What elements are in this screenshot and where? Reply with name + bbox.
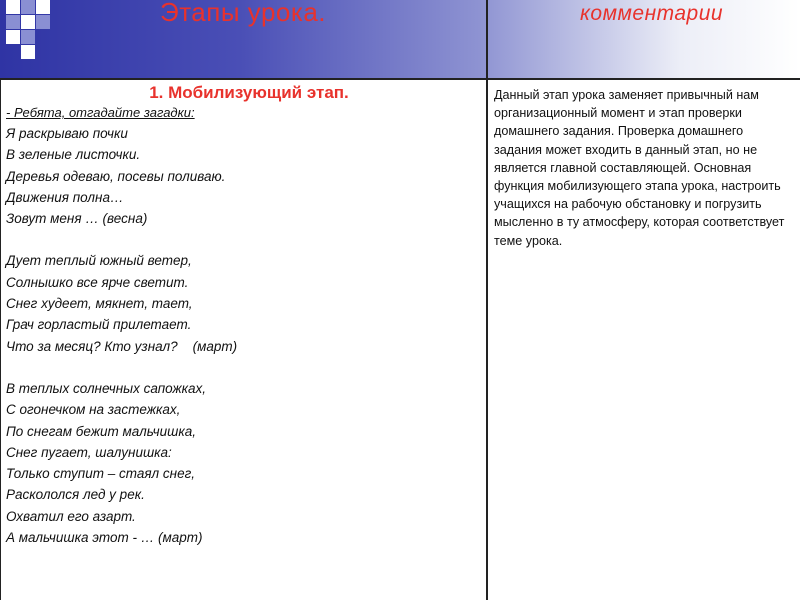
riddle-line: Снег худеет, мякнет, тает,	[6, 296, 193, 312]
decor-square	[36, 0, 50, 14]
row-divider	[0, 78, 800, 80]
decor-square	[6, 30, 20, 44]
decor-square	[21, 45, 35, 59]
riddle-line: Грач горластый прилетает.	[6, 317, 192, 333]
riddle-line: Я раскрываю почки	[6, 126, 128, 141]
riddle-line: Снег пугает, шалунишка:	[6, 444, 172, 460]
riddle-3	[6, 378, 482, 548]
riddle-line: Раскололся лед у рек.	[6, 487, 145, 503]
decor-square	[21, 15, 35, 29]
riddle-line: Что за месяц? Кто узнал? (март)	[6, 338, 238, 354]
riddle-line: Движения полна…	[6, 189, 124, 205]
riddle-2	[6, 250, 482, 356]
comments-column-title: комментарии	[580, 2, 724, 25]
riddle-1	[6, 123, 482, 229]
riddle-line: По снегам бежит мальчишка,	[6, 423, 196, 439]
riddle-line: Деревья одеваю, посевы поливаю.	[6, 168, 226, 184]
riddle-line: Только ступит – стаял снег,	[6, 466, 196, 482]
riddle-line: С огонечком на застежках,	[6, 402, 181, 418]
riddle-line: Дует теплый южный ветер,	[6, 253, 192, 269]
header-band	[0, 0, 800, 78]
decor-square	[6, 15, 20, 29]
riddle-line: Зовут меня … (весна)	[6, 211, 148, 227]
stage-title: 1. Мобилизующий этап.	[149, 83, 349, 102]
riddle-line: В теплых солнечных сапожках,	[6, 380, 207, 396]
riddle-line: В зеленые листочки.	[6, 147, 141, 163]
decor-square	[36, 15, 50, 29]
page-title: Этапы урока.	[160, 0, 327, 27]
riddle-line: А мальчишка этот - … (март)	[6, 530, 203, 546]
comment-text: Данный этап урока заменяет привычный нам организационный момент и этап проверки домашнего задания. Проверка домашнего задания может входить в данный этап, но не является главной составляющей. Основная функция мобилизующего этапа урока, настроить учащихся на рабочую обстановку и погрузить мысленно в ту атмосферу, которая соответствует теме урока.	[494, 88, 785, 248]
riddle-line: Охватил его азарт.	[6, 508, 136, 524]
stage-cell	[6, 82, 482, 548]
table-left-border	[0, 78, 1, 600]
decor-square	[21, 0, 35, 14]
decor-square	[21, 30, 35, 44]
column-divider	[486, 0, 488, 600]
riddle-line: Солнышко все ярче светит.	[6, 274, 189, 290]
riddles-intro: - Ребята, отгадайте загадки:	[6, 105, 195, 120]
decor-square	[6, 0, 20, 14]
